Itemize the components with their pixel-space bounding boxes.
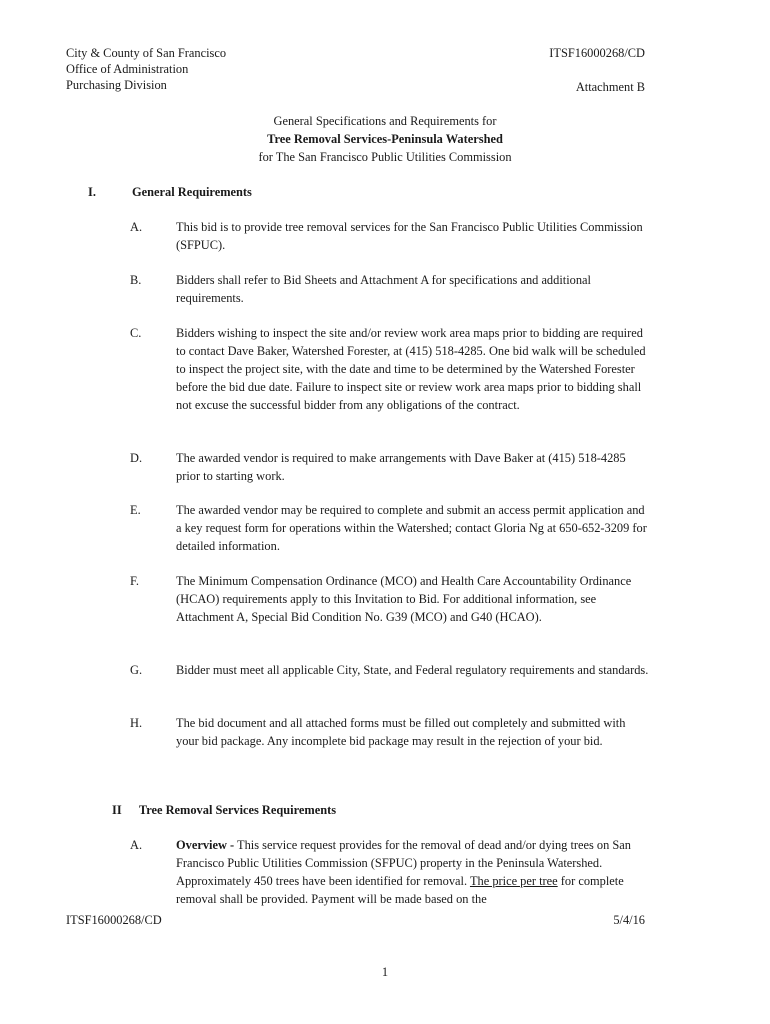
org-line-1: City & County of San Francisco: [66, 46, 227, 60]
overview-text-end: for complete removal shall be provided. Payment will be made based on the: [176, 874, 624, 906]
item-letter: E.: [130, 503, 141, 517]
item-letter: H.: [130, 716, 143, 730]
list-item: [130, 449, 650, 485]
item-letter: B.: [130, 273, 142, 287]
section-1-number: I.: [88, 185, 96, 199]
item-letter: A.: [130, 220, 143, 234]
section-2-title: Tree Removal Services Requirements: [138, 803, 337, 817]
item-text: This bid is to provide tree removal services for the San Francisco Public Utilities Commission (SFPUC).: [176, 220, 643, 252]
section-2-heading: [112, 801, 336, 819]
list-item: [130, 836, 650, 908]
overview-text: This service request provides for the removal of dead and/or dying trees on San Francisco Public Utilities Commission (SFPUC) property in the Peninsula Watershed. Approximately 450 trees have been identified for removal.: [176, 838, 632, 888]
item-letter: G.: [130, 663, 143, 677]
item-letter: A.: [130, 838, 143, 852]
item-text: Bidder must meet all applicable City, State, and Federal regulatory requirements and standards.: [176, 663, 649, 677]
list-item: [130, 572, 650, 626]
header-attachment: Attachment B: [575, 80, 645, 94]
overview-label: Overview -: [176, 838, 235, 852]
page-number: 1: [381, 965, 389, 979]
org-line-2: Office of Administration: [66, 62, 189, 76]
list-item: [130, 324, 650, 414]
list-item: [130, 271, 650, 307]
item-text: The awarded vendor is required to make arrangements with Dave Baker at (415) 518-4285 prior to starting work.: [176, 451, 626, 483]
header-org-block: [66, 45, 226, 93]
list-item: [130, 501, 650, 555]
list-item: [130, 714, 650, 750]
item-text: [176, 836, 650, 908]
list-item: [130, 661, 650, 679]
item-text: The bid document and all attached forms must be filled out completely and submitted with your bid package. Any incomplete bid package may result in the rejection of your bid.: [176, 716, 626, 748]
title-line-1: General Specifications and Requirements for: [273, 114, 497, 128]
item-text: The Minimum Compensation Ordinance (MCO) and Health Care Accountability Ordinance (HCAO) requirements apply to this Invitation to Bid. For additional information, see Attachment A, Special Bid Condition No. G39 (MCO) and G40 (HCAO).: [176, 574, 632, 624]
section-2-number: II: [112, 803, 122, 817]
item-letter: C.: [130, 326, 142, 340]
org-line-3: Purchasing Division: [66, 78, 167, 92]
document-title: [0, 112, 770, 166]
footer-date: 5/4/16: [613, 913, 645, 927]
footer-doc-id: ITSF16000268/CD: [66, 913, 162, 927]
item-text: Bidders shall refer to Bid Sheets and Attachment A for specifications and additional requirements.: [176, 273, 591, 305]
list-item: [130, 218, 650, 254]
item-text: The awarded vendor may be required to complete and submit an access permit application and a key request form for operations within the Watershed; contact Gloria Ng at 650-652-3209 for detailed information.: [176, 503, 647, 553]
title-line-3: for The San Francisco Public Utilities Commission: [258, 150, 512, 164]
overview-underlined: The price per tree: [469, 874, 558, 888]
header-doc-id: ITSF16000268/CD: [549, 46, 645, 60]
section-1-title: General Requirements: [132, 185, 252, 199]
item-letter: D.: [130, 451, 143, 465]
item-text: Bidders wishing to inspect the site and/or review work area maps prior to bidding are required to contact Dave Baker, Watershed Forester, at (415) 518-4285. One bid walk will be scheduled to inspect the project site, with the date and time to be determined by the Watershed Forester before the bid due date. Failure to inspect site or review work area maps prior to bidding shall not excuse the successful bidder from any obligations of the contract.: [176, 326, 646, 412]
title-line-2: Tree Removal Services-Peninsula Watershed: [267, 132, 503, 146]
item-letter: F.: [130, 574, 139, 588]
